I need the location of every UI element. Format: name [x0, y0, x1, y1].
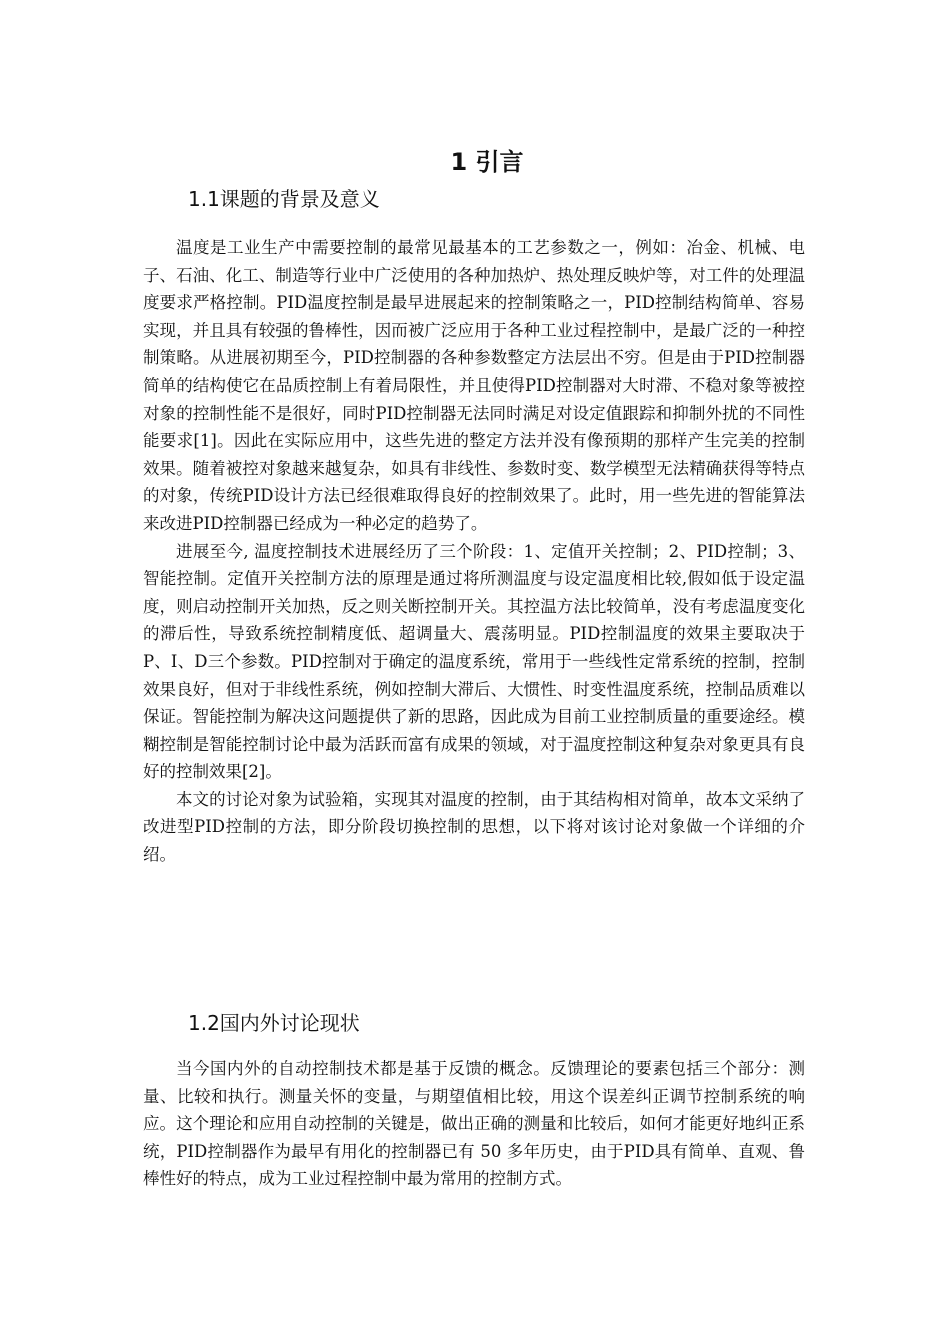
body-paragraph: 当今国内外的自动控制技术都是基于反馈的概念。反馈理论的要素包括三个部分：测量、比较和执行。测量关怀的变量，与期望值相比较，用这个误差纠正调节控制系统的响应。这个理论和应用自动控制的关键是，做出正确的测量和比较后，如何才能更好地纠正系统，PID控制器作为最早有用化的控制器已有 50 多年历史，由于PID具有简单、直观、鲁棒性好的特点，成为工业过程控制中最为常用的控制方式。 — [143, 1059, 805, 1189]
body-paragraph: 本文的讨论对象为试验箱，实现其对温度的控制，由于其结构相对简单，故本文采纳了改进型PID控制的方法，即分阶段切换控制的思想，以下将对该讨论对象做一个详细的介绍。 — [143, 789, 805, 865]
section-body-research-status — [143, 1055, 805, 1193]
section-body-background — [143, 234, 805, 869]
body-paragraph: 进展至今, 温度控制技术进展经历了三个阶段：1、定值开关控制；2、PID控制；3、智能控制。定值开关控制方法的原理是通过将所测温度与设定温度相比较,假如低于设定温度，则启动控制开关加热，反之则关断控制开关。其控温方法比较简单，没有考虑温度变化的滞后性，导致系统控制精度低、超调量大、震荡明显。PID控制温度的效果主要取决于P、I、D三个参数。PID控制对于确定的温度系统，常用于一些线性定常系统的控制，控制效果良好，但对于非线性系统，例如控制大滞后、大惯性、时变性温度系统，控制品质难以保证。智能控制为解决这问题提供了新的思路，因此成为目前工业控制质量的重要途经。模糊控制是智能控制讨论中最为活跃而富有成果的领域，对于温度控制这种复杂对象更具有良好的控制效果[2]。 — [143, 541, 805, 782]
body-paragraph: 温度是工业生产中需要控制的最常见最基本的工艺参数之一，例如：冶金、机械、电子、石油、化工、制造等行业中广泛使用的各种加热炉、热处理反映炉等，对工件的处理温度要求严格控制。PID温度控制是最早进展起来的控制策略之一，PID控制结构简单、容易实现，并且具有较强的鲁棒性，因而被广泛应用于各种工业过程控制中，是最广泛的一种控制策略。从进展初期至今，PID控制器的各种参数整定方法层出不穷。但是由于PID控制器简单的结构使它在品质控制上有着局限性，并且使得PID控制器对大时滞、不稳对象等被控对象的控制性能不是很好，同时PID控制器无法同时满足对设定值跟踪和抑制外扰的不同性能要求[1]。因此在实际应用中，这些先进的整定方法并没有像预期的那样产生完美的控制效果。随着被控对象越来越复杂，如具有非线性、参数时变、数学模型无法精确获得等特点的对象，传统PID设计方法已经很难取得良好的控制效果了。此时，用一些先进的智能算法来改进PID控制器已经成为一种必定的趋势了。 — [143, 238, 805, 533]
section-title-background: 1.1课题的背景及意义 — [188, 187, 380, 211]
chapter-title: 1 引言 — [450, 148, 524, 176]
section-title-research-status: 1.2国内外讨论现状 — [188, 1011, 360, 1035]
